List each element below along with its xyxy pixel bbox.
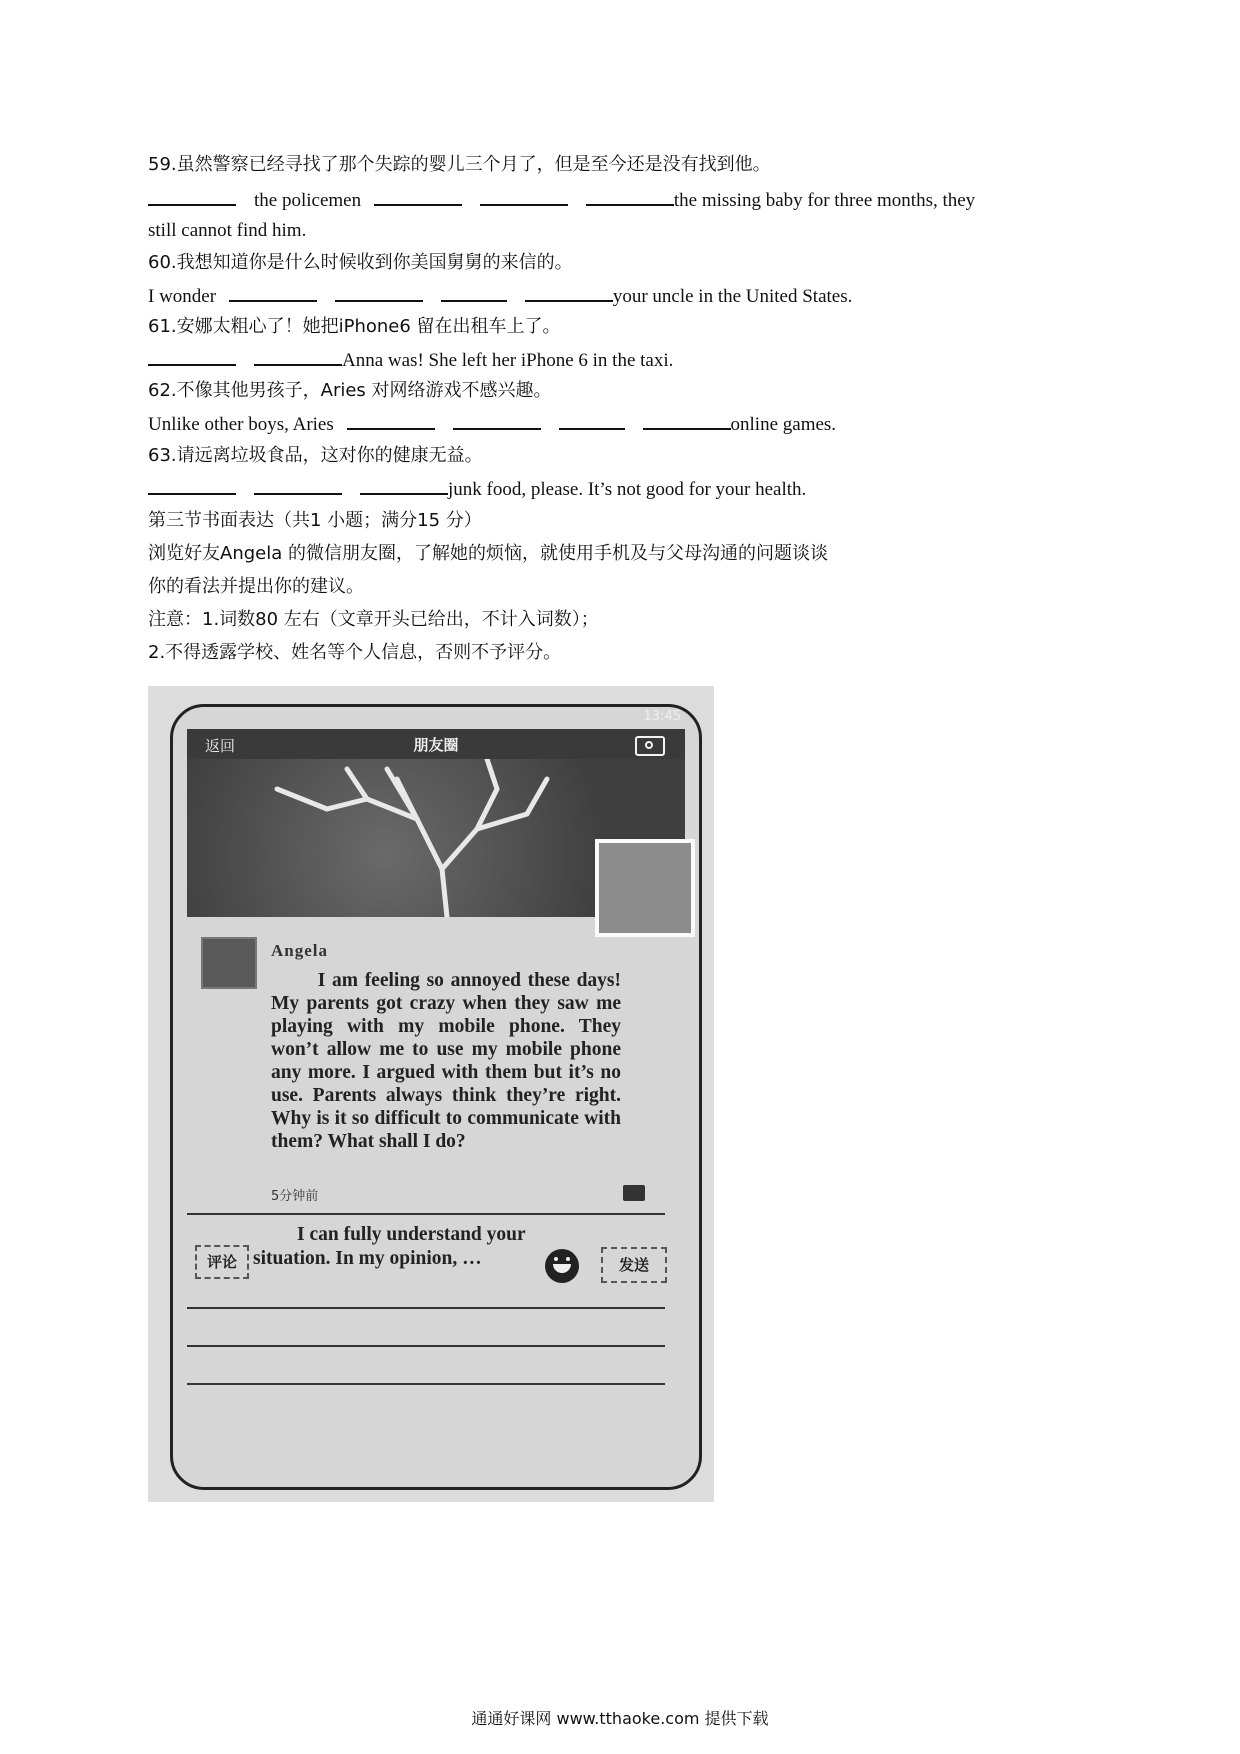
comment-line2: situation. In my opinion, … <box>253 1248 482 1269</box>
answer-blank[interactable] <box>347 410 435 430</box>
q60-text-end: your uncle in the United States. <box>612 286 853 307</box>
q62-english <box>148 410 836 438</box>
divider <box>187 1213 665 1215</box>
moments-top-bar <box>187 729 685 759</box>
post-author-name[interactable]: Angela <box>271 941 328 960</box>
q62-text-start: Unlike other boys, Aries <box>148 414 334 435</box>
q60-english <box>148 282 852 310</box>
writing-note1: 注意：1.词数80 左右（文章开头已给出，不计入词数）； <box>148 609 599 630</box>
q62-text-end: online games. <box>730 414 837 435</box>
answer-blank[interactable] <box>148 475 236 495</box>
writing-note2: 2.不得透露学校、姓名等个人信息，否则不予评分。 <box>148 642 562 663</box>
answer-blank[interactable] <box>374 186 462 206</box>
moments-title: 朋友圈 <box>413 736 459 754</box>
q61-english <box>148 346 673 374</box>
q59-english-line1 <box>148 186 975 214</box>
q62-chinese: 62.不像其他男孩子，Aries 对网络游戏不感兴趣。 <box>148 380 552 401</box>
divider <box>187 1383 665 1385</box>
status-time: 13:45 <box>643 709 681 724</box>
wechat-moments-photo <box>148 686 714 1502</box>
q61-chinese: 61.安娜太粗心了！她把iPhone6 留在出租车上了。 <box>148 316 561 337</box>
answer-blank[interactable] <box>254 475 342 495</box>
answer-blank[interactable] <box>360 475 448 495</box>
q59-text-end: the missing baby for three months, they <box>673 190 976 211</box>
answer-blank[interactable] <box>148 186 236 206</box>
answer-blank[interactable] <box>525 282 613 302</box>
q60-text-start: I wonder <box>148 286 217 307</box>
q59-text-mid: the policemen <box>254 190 362 211</box>
q59-chinese: 59.虽然警察已经寻找了那个失踪的婴儿三个月了，但是至今还是没有找到他。 <box>148 154 771 175</box>
q61-text-end: Anna was! She left her iPhone 6 in the taxi. <box>342 350 674 371</box>
divider <box>187 1345 665 1347</box>
emoji-smiley-icon[interactable] <box>545 1249 579 1283</box>
angela-avatar[interactable] <box>201 937 257 989</box>
phone-frame <box>170 704 702 1490</box>
q63-chinese: 63.请远离垃圾食品，这对你的健康无益。 <box>148 445 483 466</box>
answer-blank[interactable] <box>335 282 423 302</box>
post-time: 5分钟前 <box>271 1189 319 1204</box>
send-button[interactable]: 发送 <box>601 1247 667 1283</box>
comment-line1: I can fully understand your <box>297 1224 526 1245</box>
camera-icon[interactable] <box>635 736 665 756</box>
comment-action-icon[interactable] <box>623 1185 645 1201</box>
comment-input[interactable] <box>253 1223 543 1271</box>
answer-blank[interactable] <box>441 282 507 302</box>
q63-english <box>148 475 806 503</box>
status-bar <box>191 709 681 729</box>
answer-blank[interactable] <box>453 410 541 430</box>
answer-blank[interactable] <box>148 346 236 366</box>
answer-blank[interactable] <box>229 282 317 302</box>
comment-label: 评论 <box>195 1245 249 1279</box>
writing-prompt-line2: 你的看法并提出你的建议。 <box>148 576 364 597</box>
answer-blank[interactable] <box>254 346 342 366</box>
writing-prompt-line1: 浏览好友Angela 的微信朋友圈，了解她的烦恼，就使用手机及与父母沟通的问题谈谈 <box>148 543 828 564</box>
answer-blank[interactable] <box>480 186 568 206</box>
divider <box>187 1307 665 1309</box>
post-body-text: I am feeling so annoyed these days! My parents got crazy when they saw me playing with my mobile phone. They won’t allow me to use my mobile phone any more. I argued with them but it’s no use. Parents always think they’re right. Why is it so difficult to communicate with them? What shall I do? <box>271 970 621 1152</box>
q63-text-end: junk food, please. It’s not good for your health. <box>448 479 807 500</box>
q60-chinese: 60.我想知道你是什么时候收到你美国舅舅的来信的。 <box>148 252 573 273</box>
profile-avatar-cat[interactable] <box>595 839 695 937</box>
back-button[interactable]: 返回 <box>205 737 236 755</box>
answer-blank[interactable] <box>586 186 674 206</box>
page-footer: 通通好课网 www.tthaoke.com 提供下载 <box>471 1709 769 1728</box>
section-title: 第三节书面表达（共1 小题；满分15 分） <box>148 510 482 531</box>
q59-english-line2: still cannot find him. <box>148 220 307 241</box>
answer-blank[interactable] <box>559 410 625 430</box>
answer-blank[interactable] <box>643 410 731 430</box>
